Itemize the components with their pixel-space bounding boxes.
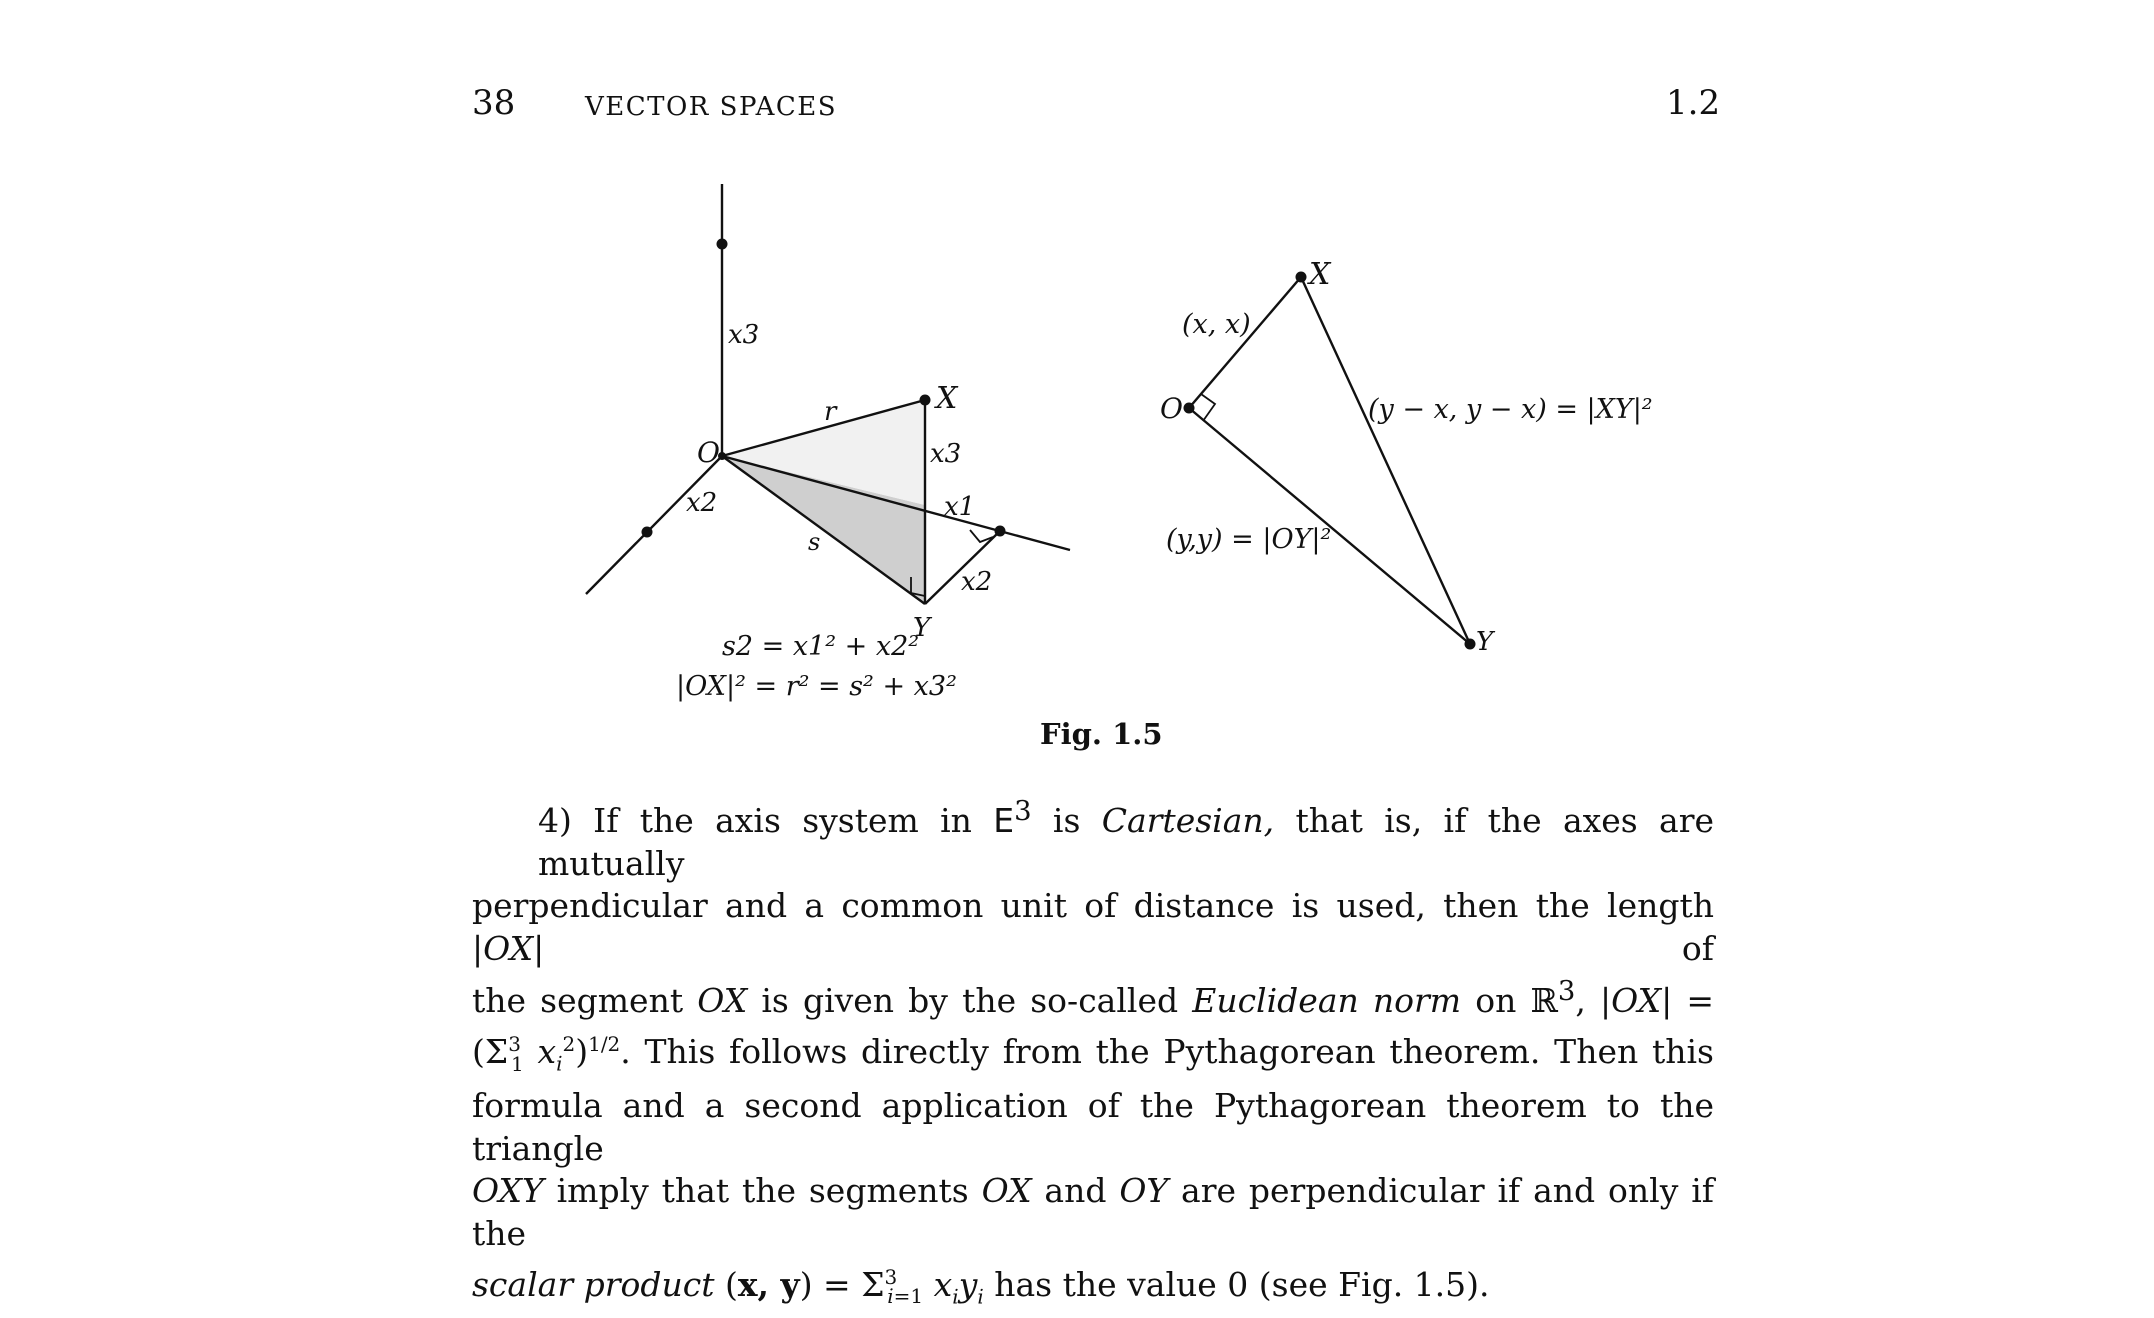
line-1: 4) If the axis system in $E^3$ is Cartesian, that is, if the axes are mutually xyxy=(538,795,1715,883)
point-x3 xyxy=(717,239,728,250)
line-4: ($\Sigma^3_1$ $x_i^2)^{1/2}$. This follows directly from the Pythagorean theorem. Then this xyxy=(472,1031,1714,1076)
point-x xyxy=(920,395,931,406)
x2-axis xyxy=(586,456,722,594)
label-s: s xyxy=(808,528,821,556)
label-x-right: X xyxy=(1309,257,1331,292)
right-angle-o xyxy=(1201,394,1215,421)
label-y-right: Y xyxy=(1476,627,1494,657)
left-diagram xyxy=(586,184,1070,604)
page-number: 38 xyxy=(472,83,516,123)
label-x1: x1 xyxy=(944,492,976,522)
point-y-right xyxy=(1465,639,1476,650)
segment-xy-right xyxy=(1301,277,1470,644)
label-x2-axis: x2 xyxy=(686,488,718,518)
label-x3-axis: x3 xyxy=(728,320,760,350)
section-number: 1.2 xyxy=(1666,83,1721,123)
line-5: formula and a second application of the Pythagorean theorem to the triangle xyxy=(472,1086,1714,1168)
label-ox-product: (x, x) xyxy=(1182,309,1251,340)
running-title: VECTOR SPACES xyxy=(585,92,838,122)
label-x3-side: x3 xyxy=(930,439,962,469)
formula-1: s2 = x1² + x2² xyxy=(722,631,920,662)
line-6: OXY imply that the segments OX and OY are perpendicular if and only if the xyxy=(472,1171,1714,1253)
figure-caption: Fig. 1.5 xyxy=(1040,717,1163,751)
label-o-left: O xyxy=(697,436,720,469)
label-r: r xyxy=(824,397,837,427)
label-oy-product: (y,y) = |OY|² xyxy=(1166,524,1332,555)
right-labels xyxy=(1160,257,1653,657)
line-7: scalar product (x, $y) = \Sigma^3_{i=1}$ $x_iy_i$ has the value 0 (see Fig. 1.5). xyxy=(472,1264,1490,1309)
label-y-left: Y xyxy=(913,613,931,643)
point-x2 xyxy=(642,527,653,538)
line-2: perpendicular and a common unit of distance is used, then the length |OX| of xyxy=(472,886,1714,968)
point-x1 xyxy=(995,526,1006,537)
label-x2-side: x2 xyxy=(961,567,993,597)
formula-2: |OX|² = r² = s² + x3² xyxy=(676,671,957,702)
label-x-left: X xyxy=(936,381,958,416)
label-o-right: O xyxy=(1160,392,1183,425)
label-xy-product: (y − x, y − x) = |XY|² xyxy=(1368,394,1653,425)
point-x-right xyxy=(1296,272,1307,283)
body-paragraph xyxy=(472,790,1714,1318)
point-o-right xyxy=(1184,403,1195,414)
segment-ox-right xyxy=(1189,277,1301,408)
line-3: the segment OX is given by the so-called Euclidean norm on ℝ$^3$, |OX| = xyxy=(472,975,1715,1021)
